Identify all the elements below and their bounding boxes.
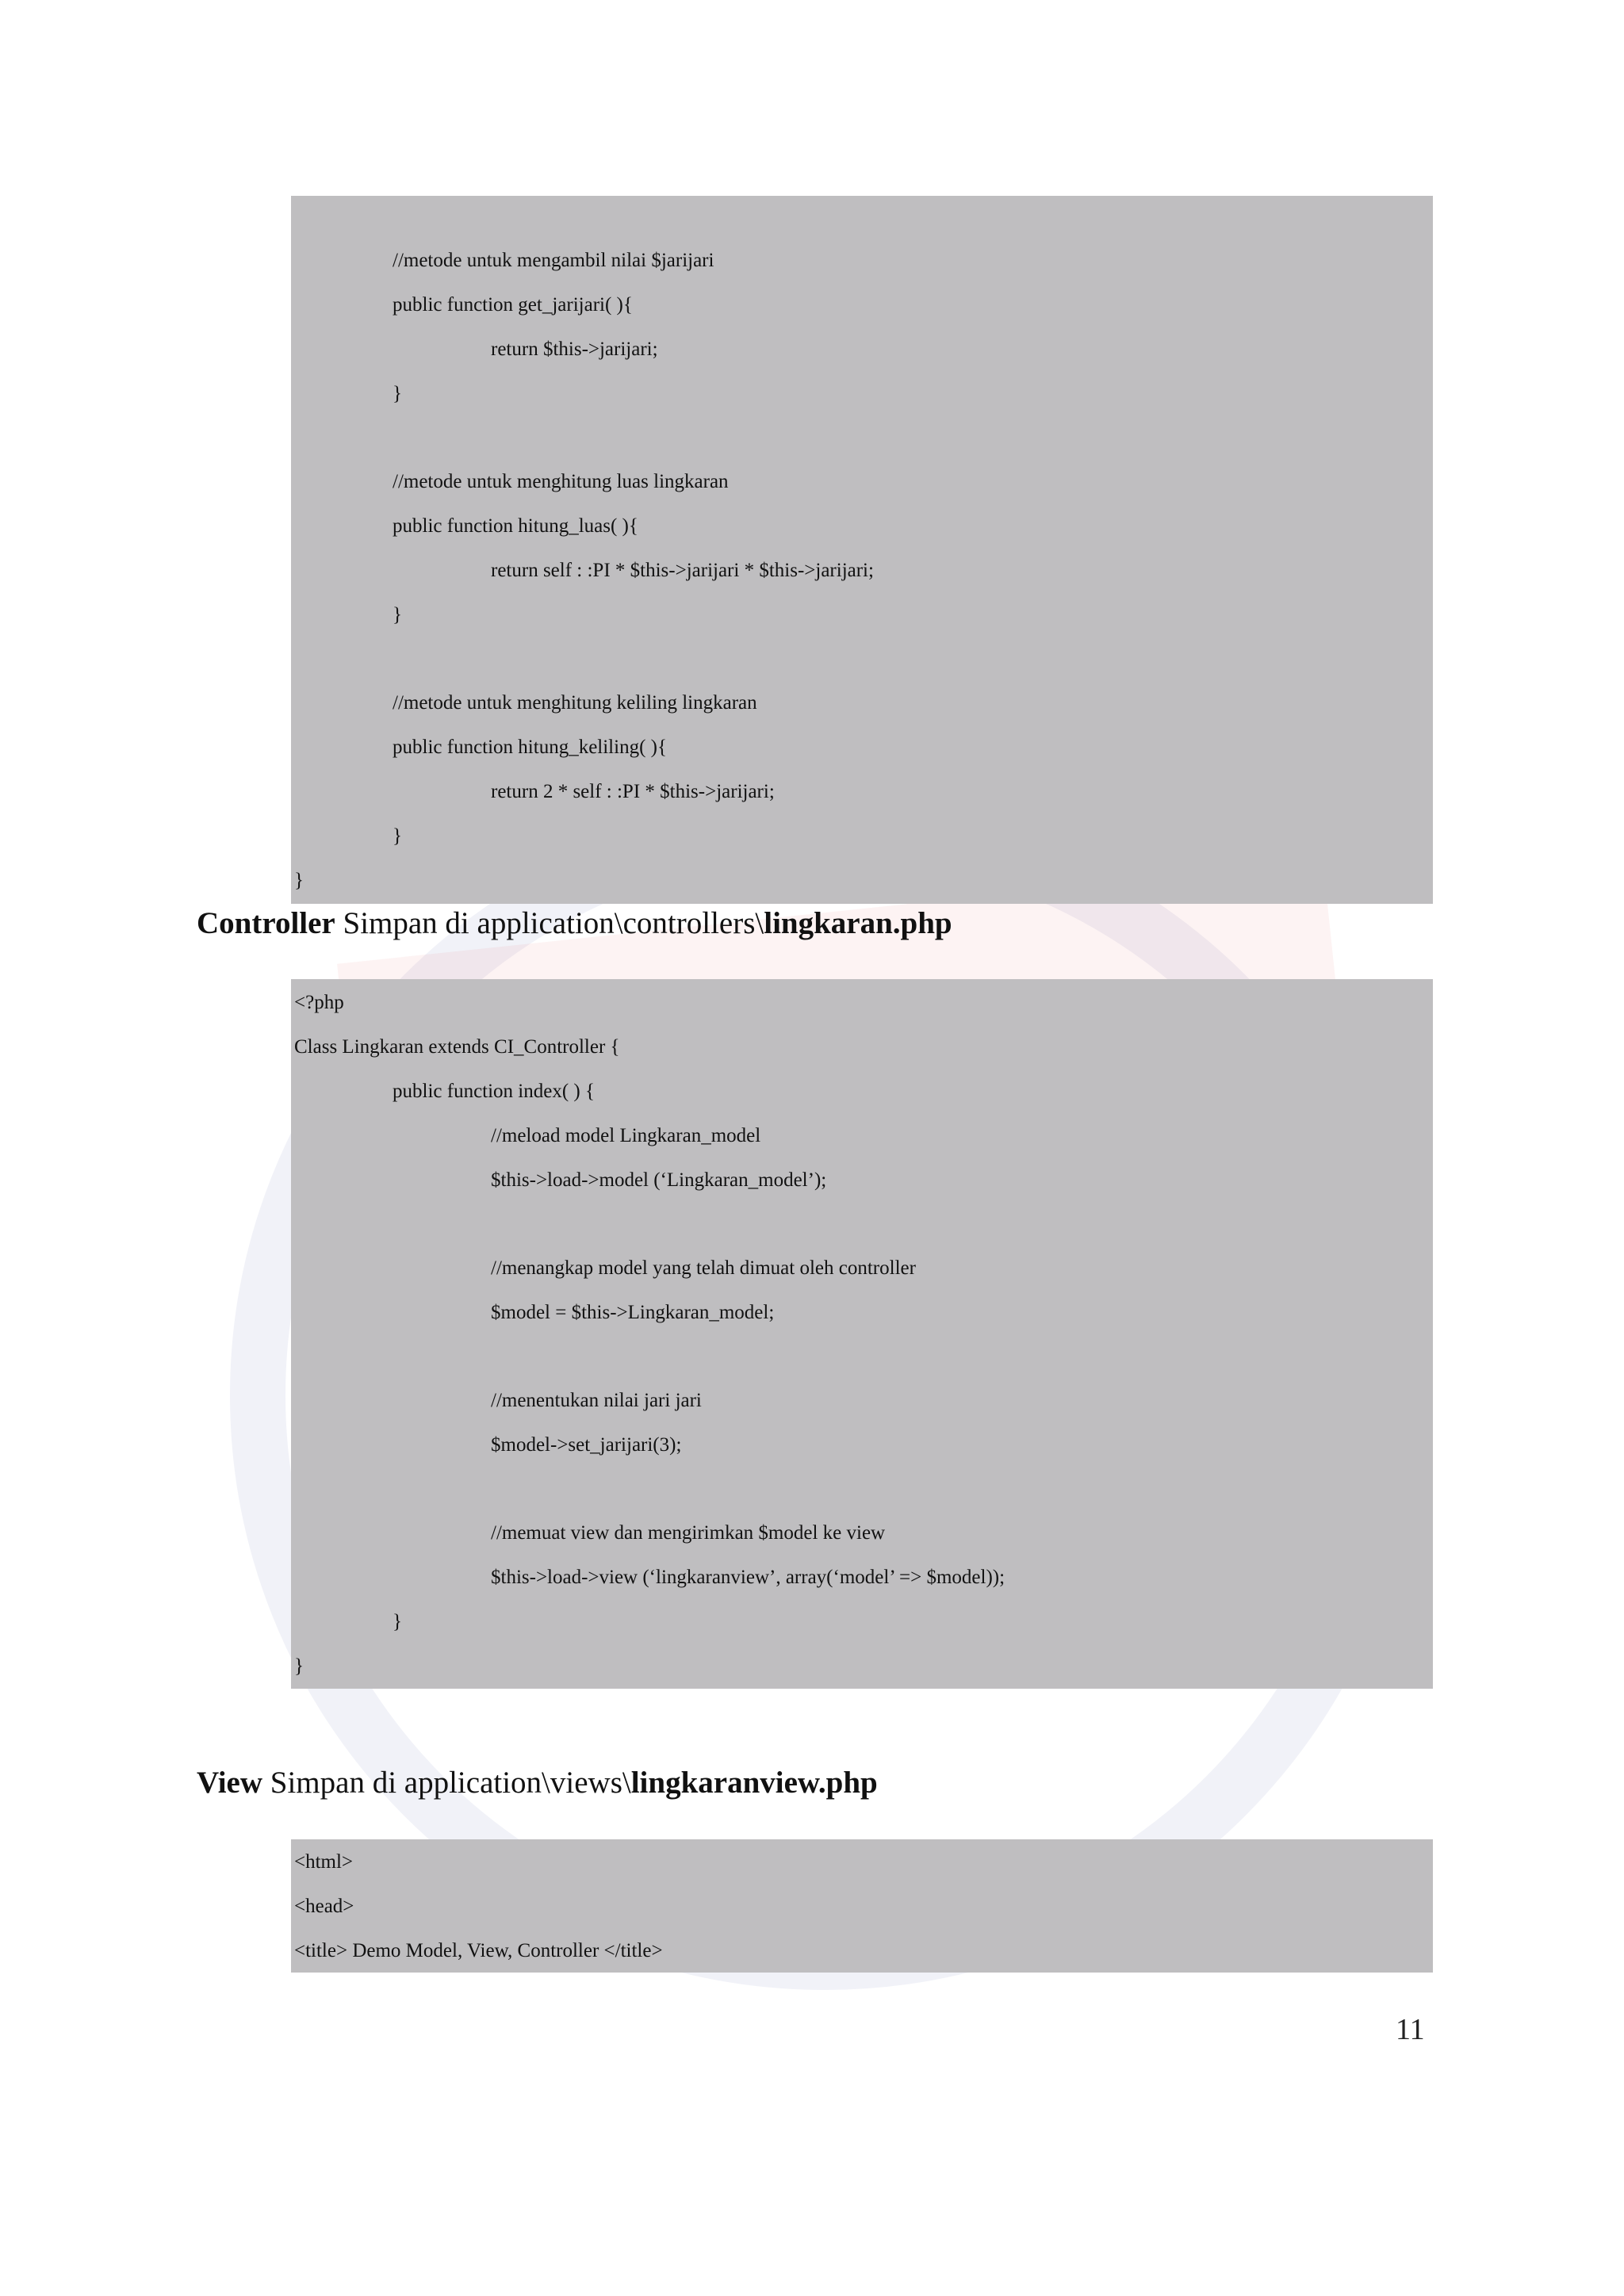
controller-heading (197, 905, 952, 942)
controller-label: Controller (197, 906, 335, 940)
code-line: } (294, 1655, 304, 1677)
code-line: //metode untuk mengambil nilai $jarijari (393, 250, 714, 271)
model-code-block (291, 196, 1433, 904)
code-line: return 2 * self : :PI * $this->jarijari; (491, 781, 775, 802)
code-line: //memuat view dan mengirimkan $model ke view (491, 1522, 886, 1544)
code-line: } (393, 383, 402, 404)
code-line: //metode untuk menghitung keliling lingkaran (393, 692, 757, 714)
code-line: return $this->jarijari; (491, 339, 658, 360)
code-line: <head> (294, 1896, 354, 1917)
controller-code-block (291, 979, 1433, 1689)
code-line: //metode untuk menghitung luas lingkaran (393, 471, 729, 492)
code-line: <html> (294, 1851, 354, 1873)
code-line: public function get_jarijari( ){ (393, 294, 633, 316)
code-line: $this->load->model (‘Lingkaran_model’); (491, 1169, 827, 1191)
code-line: $this->load->view (‘lingkaranview’, array(‘model’ => $model)); (491, 1567, 1005, 1588)
code-line: } (393, 825, 402, 847)
code-line: <?php (294, 992, 344, 1013)
view-filename: lingkaranview.php (630, 1766, 878, 1800)
code-line: } (393, 1611, 402, 1632)
code-line: //menentukan nilai jari jari (491, 1390, 702, 1411)
controller-path: Simpan di application\controllers\ (335, 906, 764, 940)
code-line: //meload model Lingkaran_model (491, 1125, 761, 1146)
view-path: Simpan di application\views\ (262, 1766, 631, 1800)
code-line: <title> Demo Model, View, Controller </title> (294, 1940, 663, 1961)
code-line: $model = $this->Lingkaran_model; (491, 1302, 775, 1323)
view-heading (197, 1765, 878, 1801)
page-number: 11 (1396, 2013, 1425, 2046)
code-line: public function hitung_luas( ){ (393, 515, 638, 537)
code-line: return self : :PI * $this->jarijari * $this->jarijari; (491, 560, 874, 581)
view-label: View (197, 1766, 263, 1800)
code-line: public function hitung_keliling( ){ (393, 737, 667, 758)
code-line: public function index( ) { (393, 1081, 595, 1102)
code-line: } (393, 604, 402, 626)
code-line: //menangkap model yang telah dimuat oleh controller (491, 1257, 916, 1279)
code-line: } (294, 870, 304, 891)
view-code-block (291, 1839, 1433, 1973)
code-line: Class Lingkaran extends CI_Controller { (294, 1036, 620, 1058)
controller-filename: lingkaran.php (764, 906, 952, 940)
code-line: $model->set_jarijari(3); (491, 1434, 682, 1456)
